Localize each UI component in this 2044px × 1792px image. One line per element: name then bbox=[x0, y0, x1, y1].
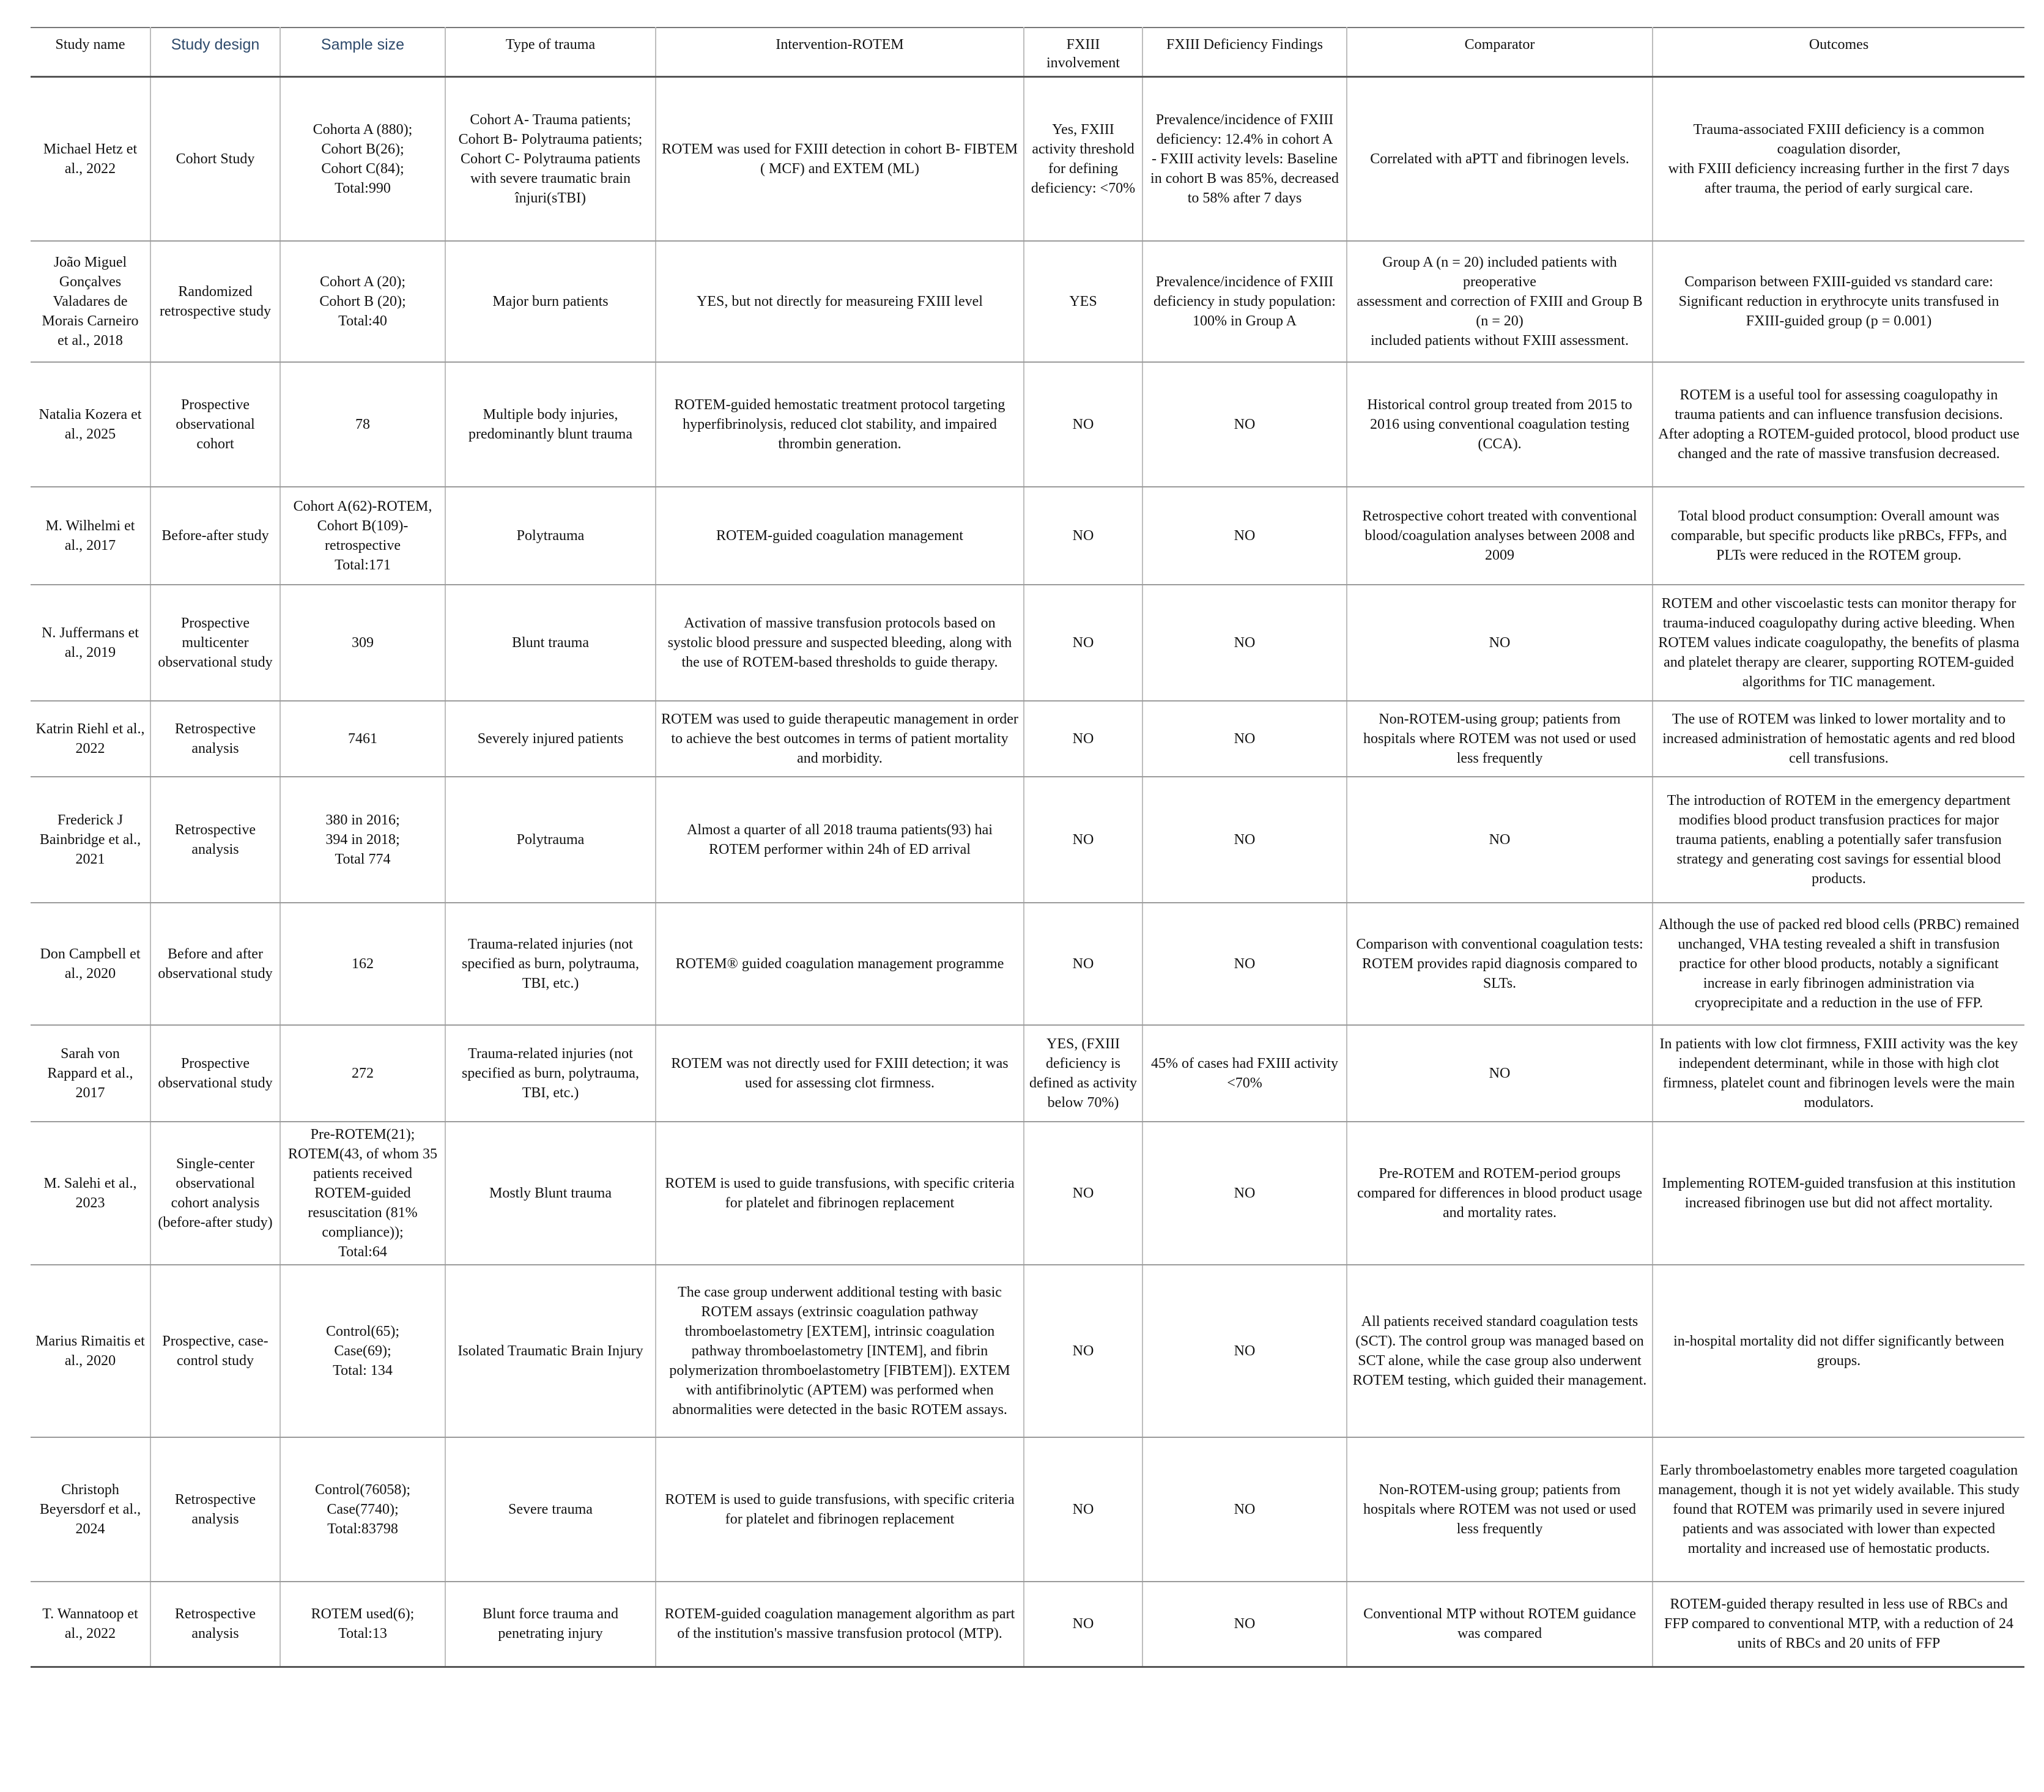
cell-text: NO bbox=[1072, 634, 1094, 651]
cell-text: Isolated Traumatic Brain Injury bbox=[457, 1342, 643, 1359]
comparator-cell bbox=[1347, 77, 1653, 241]
comparator-cell bbox=[1347, 1025, 1653, 1122]
cell-text: Retrospective analysis bbox=[175, 821, 256, 857]
study-design-cell bbox=[150, 903, 280, 1025]
fxiii-involvement-cell bbox=[1024, 1025, 1142, 1122]
fxiii-involvement-cell bbox=[1024, 1437, 1142, 1582]
fxiii-involvement-cell bbox=[1024, 1265, 1142, 1437]
cell-text: NO bbox=[1072, 955, 1094, 972]
cell-text: Polytrauma bbox=[516, 831, 585, 848]
study-name-cell bbox=[31, 701, 150, 777]
table-row bbox=[31, 701, 2024, 777]
header-fxiii-involvement: FXIII involvement bbox=[1024, 28, 1142, 77]
sample-size-cell bbox=[280, 487, 445, 585]
cell-text: The use of ROTEM was linked to lower mortality and to increased administration of hemostatic agents and red blood cell transfusions. bbox=[1662, 711, 2015, 766]
fxiii-involvement-cell bbox=[1024, 777, 1142, 903]
cell-text: NO bbox=[1072, 831, 1094, 848]
cell-text: Control(76058); Case(7740); Total:83798 bbox=[315, 1481, 410, 1537]
cell-text: Prevalence/incidence of FXIII deficiency in study population: 100% in Group A bbox=[1153, 273, 1336, 329]
header-sample-size: Sample size bbox=[280, 28, 445, 77]
cell-text: NO bbox=[1489, 634, 1511, 651]
outcomes-cell bbox=[1653, 1122, 2024, 1265]
sample-size-cell bbox=[280, 701, 445, 777]
cell-text: NO bbox=[1234, 955, 1256, 972]
cell-text: Activation of massive transfusion protocols based on systolic blood pressure and suspected bleeding, along with the use of ROTEM-based thresholds to guide therapy. bbox=[667, 615, 1012, 670]
cell-text: Group A (n = 20) included patients with preoperative assessment and correction of FXIII and Group B (n = 20) included patients without FXIII assessment. bbox=[1357, 254, 1643, 349]
cell-text: M. Salehi et al., 2023 bbox=[43, 1175, 137, 1211]
fxiii-findings-cell bbox=[1142, 77, 1347, 241]
sample-size-cell bbox=[280, 1265, 445, 1437]
cell-text: ROTEM-guided coagulation management algorithm as part of the institution's massive transfusion protocol (MTP). bbox=[664, 1606, 1015, 1642]
fxiii-findings-cell bbox=[1142, 1025, 1347, 1122]
cell-text: NO bbox=[1072, 1616, 1094, 1632]
comparator-cell bbox=[1347, 1265, 1653, 1437]
study-name-cell bbox=[31, 487, 150, 585]
cell-text: 380 in 2016; 394 in 2018; Total 774 bbox=[325, 812, 400, 867]
intervention-cell bbox=[656, 362, 1024, 487]
cell-text: NO bbox=[1072, 1342, 1094, 1359]
cell-text: NO bbox=[1234, 1342, 1256, 1359]
table-row bbox=[31, 1582, 2024, 1667]
intervention-cell bbox=[656, 487, 1024, 585]
cell-text: 7461 bbox=[348, 730, 377, 747]
study-name-cell bbox=[31, 241, 150, 362]
cell-text: Natalia Kozera et al., 2025 bbox=[39, 406, 142, 442]
cell-text: ROTEM is a useful tool for assessing coagulopathy in trauma patients and can influence transfusion decisions. After adopting a ROTEM-guided protocol, blood product use changed and the rate of massive transfusion decreased. bbox=[1658, 387, 2020, 462]
cell-text: Trauma-related injuries (not specified as burn, polytrauma, TBI, etc.) bbox=[462, 1045, 639, 1101]
type-of-trauma-cell bbox=[445, 1437, 656, 1582]
cell-text: Retrospective analysis bbox=[175, 1491, 256, 1527]
intervention-cell bbox=[656, 701, 1024, 777]
type-of-trauma-cell bbox=[445, 1025, 656, 1122]
cell-text: Don Campbell et al., 2020 bbox=[40, 946, 141, 982]
cell-text: Mostly Blunt trauma bbox=[489, 1185, 612, 1201]
cell-text: NO bbox=[1072, 1501, 1094, 1517]
intervention-cell bbox=[656, 77, 1024, 241]
fxiii-involvement-cell bbox=[1024, 903, 1142, 1025]
fxiii-involvement-cell bbox=[1024, 362, 1142, 487]
cell-text: Pre-ROTEM(21); ROTEM(43, of whom 35 patients received ROTEM-guided resuscitation (81% compliance)); Total:64 bbox=[288, 1126, 437, 1260]
cell-text: Severely injured patients bbox=[477, 730, 624, 747]
outcomes-cell bbox=[1653, 701, 2024, 777]
cell-text: YES bbox=[1069, 293, 1097, 309]
study-name-cell bbox=[31, 1265, 150, 1437]
type-of-trauma-cell bbox=[445, 585, 656, 701]
intervention-cell bbox=[656, 777, 1024, 903]
cell-text: NO bbox=[1234, 634, 1256, 651]
sample-size-cell bbox=[280, 241, 445, 362]
cell-text: NO bbox=[1489, 1065, 1511, 1081]
intervention-cell bbox=[656, 903, 1024, 1025]
study-design-cell bbox=[150, 1122, 280, 1265]
study-design-cell bbox=[150, 585, 280, 701]
outcomes-cell bbox=[1653, 77, 2024, 241]
study-name-cell bbox=[31, 1025, 150, 1122]
cell-text: Before and after observational study bbox=[158, 946, 273, 982]
cell-text: Comparison with conventional coagulation tests: ROTEM provides rapid diagnosis compared to SLTs. bbox=[1356, 936, 1643, 991]
study-design-cell bbox=[150, 1025, 280, 1122]
cell-text: ROTEM was not directly used for FXIII detection; it was used for assessing clot firmness. bbox=[671, 1055, 1009, 1091]
fxiii-findings-cell bbox=[1142, 585, 1347, 701]
study-design-cell bbox=[150, 1437, 280, 1582]
cell-text: Control(65); Case(69); Total: 134 bbox=[326, 1323, 399, 1379]
cell-text: Prospective multicenter observational study bbox=[158, 615, 273, 670]
cell-text: Major burn patients bbox=[492, 293, 609, 309]
document-page bbox=[31, 27, 2024, 1668]
cell-text: N. Juffermans et al., 2019 bbox=[42, 624, 139, 661]
intervention-cell bbox=[656, 1437, 1024, 1582]
studies-table bbox=[31, 27, 2024, 1668]
intervention-cell bbox=[656, 1582, 1024, 1667]
cell-text: ROTEM was used to guide therapeutic management in order to achieve the best outcomes in terms of patient mortality and morbidity. bbox=[661, 711, 1018, 766]
cell-text: Sarah von Rappard et al., 2017 bbox=[47, 1045, 133, 1101]
cell-text: Randomized retrospective study bbox=[160, 283, 271, 319]
header-study-name: Study name bbox=[31, 28, 150, 77]
cell-text: ROTEM-guided hemostatic treatment protocol targeting hyperfibrinolysis, reduced clot stability, and impaired thrombin generation. bbox=[674, 396, 1005, 452]
cell-text: NO bbox=[1072, 1185, 1094, 1201]
comparator-cell bbox=[1347, 241, 1653, 362]
study-design-cell bbox=[150, 487, 280, 585]
type-of-trauma-cell bbox=[445, 701, 656, 777]
cell-text: Trauma-related injuries (not specified as burn, polytrauma, TBI, etc.) bbox=[462, 936, 639, 991]
cell-text: 272 bbox=[352, 1065, 374, 1081]
sample-size-cell bbox=[280, 1122, 445, 1265]
cell-text: ROTEM-guided therapy resulted in less use of RBCs and FFP compared to conventional MTP, with a reduction of 24 units of RBCs and 20 units of FFP bbox=[1664, 1596, 2014, 1652]
cell-text: NO bbox=[1234, 1501, 1256, 1517]
intervention-cell bbox=[656, 585, 1024, 701]
table-row bbox=[31, 903, 2024, 1025]
type-of-trauma-cell bbox=[445, 241, 656, 362]
table-row bbox=[31, 1265, 2024, 1437]
fxiii-involvement-cell bbox=[1024, 487, 1142, 585]
study-design-cell bbox=[150, 241, 280, 362]
outcomes-cell bbox=[1653, 241, 2024, 362]
table-row bbox=[31, 1122, 2024, 1265]
intervention-cell bbox=[656, 1265, 1024, 1437]
cell-text: NO bbox=[1072, 416, 1094, 432]
cell-text: Conventional MTP without ROTEM guidance was compared bbox=[1363, 1606, 1636, 1642]
fxiii-findings-cell bbox=[1142, 777, 1347, 903]
table-row bbox=[31, 77, 2024, 241]
fxiii-involvement-cell bbox=[1024, 585, 1142, 701]
outcomes-cell bbox=[1653, 1437, 2024, 1582]
cell-text: Multiple body injuries, predominantly blunt trauma bbox=[468, 406, 632, 442]
cell-text: Polytrauma bbox=[516, 527, 585, 544]
cell-text: Prospective observational study bbox=[158, 1055, 273, 1091]
cell-text: ROTEM and other viscoelastic tests can monitor therapy for trauma-induced coagulopathy during active bleeding. When ROTEM values indicate coagulopathy, the benefits of plasma and platelet therapy are clearer, supporting ROTEM-guided algorithms for TIC management. bbox=[1658, 595, 2020, 690]
cell-text: Almost a quarter of all 2018 trauma patients(93) hai ROTEM performer within 24h of ED arrival bbox=[687, 821, 993, 857]
fxiii-findings-cell bbox=[1142, 1437, 1347, 1582]
comparator-cell bbox=[1347, 585, 1653, 701]
cell-text: 162 bbox=[352, 955, 374, 972]
outcomes-cell bbox=[1653, 362, 2024, 487]
cell-text: Prevalence/incidence of FXIII deficiency: 12.4% in cohort A - FXIII activity levels: Baseline in cohort B was 85%, decreased to 58% after 7 days bbox=[1150, 111, 1339, 206]
cell-text: Early thromboelastometry enables more targeted coagulation management, though it is not yet widely available. This study found that ROTEM was primarily used in severe injured patients and was associated with lower than expected mortality and increased use of hemostatic products. bbox=[1658, 1462, 2020, 1557]
header-study-design: Study design bbox=[150, 28, 280, 77]
sample-size-cell bbox=[280, 585, 445, 701]
study-design-cell bbox=[150, 362, 280, 487]
type-of-trauma-cell bbox=[445, 362, 656, 487]
comparator-cell bbox=[1347, 1582, 1653, 1667]
study-design-cell bbox=[150, 701, 280, 777]
cell-text: All patients received standard coagulation tests (SCT). The control group was managed based on SCT alone, while the case group also underwent ROTEM testing, which guided their management. bbox=[1352, 1313, 1647, 1388]
cell-text: Non-ROTEM-using group; patients from hospitals where ROTEM was not used or used less frequently bbox=[1363, 711, 1636, 766]
cell-text: NO bbox=[1072, 527, 1094, 544]
cell-text: Trauma-associated FXIII deficiency is a common coagulation disorder, with FXIII deficiency increasing further in the first 7 days after trauma, the period of early surgical care. bbox=[1668, 121, 2010, 196]
cell-text: In patients with low clot firmness, FXIII activity was the key independent determinant, while in those with high clot firmness, platelet count and fibrinogen levels were the main modulators. bbox=[1659, 1035, 2018, 1111]
sample-size-cell bbox=[280, 903, 445, 1025]
intervention-cell bbox=[656, 1025, 1024, 1122]
header-outcomes: Outcomes bbox=[1653, 28, 2024, 77]
outcomes-cell bbox=[1653, 1025, 2024, 1122]
study-name-cell bbox=[31, 903, 150, 1025]
cell-text: in-hospital mortality did not differ significantly between groups. bbox=[1673, 1333, 2004, 1369]
sample-size-cell bbox=[280, 362, 445, 487]
type-of-trauma-cell bbox=[445, 77, 656, 241]
cell-text: The introduction of ROTEM in the emergency department modifies blood product transfusion practices for major trauma patients, enabling a potentially safer transfusion strategy and generating cost savings for essential blood products. bbox=[1667, 792, 2011, 887]
type-of-trauma-cell bbox=[445, 1122, 656, 1265]
cell-text: ROTEM is used to guide transfusions, with specific criteria for platelet and fibrinogen replacement bbox=[665, 1175, 1015, 1211]
table-row bbox=[31, 487, 2024, 585]
table-row bbox=[31, 1437, 2024, 1582]
comparator-cell bbox=[1347, 487, 1653, 585]
header-comparator: Comparator bbox=[1347, 28, 1653, 77]
cell-text: Total blood product consumption: Overall amount was comparable, but specific products like pRBCs, FFPs, and PLTs were reduced in the ROTEM group. bbox=[1670, 508, 2007, 563]
header-type-of-trauma: Type of trauma bbox=[445, 28, 656, 77]
cell-text: Cohort A (20); Cohort B (20); Total:40 bbox=[319, 273, 406, 329]
sample-size-cell bbox=[280, 1437, 445, 1582]
cell-text: NO bbox=[1234, 730, 1256, 747]
study-name-cell bbox=[31, 585, 150, 701]
cell-text: Non-ROTEM-using group; patients from hospitals where ROTEM was not used or used less frequently bbox=[1363, 1481, 1636, 1537]
fxiii-involvement-cell bbox=[1024, 701, 1142, 777]
cell-text: Blunt trauma bbox=[512, 634, 589, 651]
cell-text: Implementing ROTEM-guided transfusion at this institution increased fibrinogen use but did not affect mortality. bbox=[1662, 1175, 2016, 1211]
cell-text: NO bbox=[1234, 1185, 1256, 1201]
cell-text: Michael Hetz et al., 2022 bbox=[43, 141, 138, 177]
cell-text: Prospective, case-control study bbox=[162, 1333, 268, 1369]
fxiii-findings-cell bbox=[1142, 1122, 1347, 1265]
comparator-cell bbox=[1347, 777, 1653, 903]
cell-text: NO bbox=[1489, 831, 1511, 848]
table-row bbox=[31, 585, 2024, 701]
cell-text: Prospective observational cohort bbox=[176, 396, 255, 452]
cell-text: Cohort A- Trauma patients; Cohort B- Polytrauma patients; Cohort C- Polytrauma patients with severe traumatic brain înjuri(sTBI) bbox=[458, 111, 643, 206]
type-of-trauma-cell bbox=[445, 903, 656, 1025]
study-design-cell bbox=[150, 1265, 280, 1437]
cell-text: Correlated with aPTT and fibrinogen levels. bbox=[1370, 150, 1629, 167]
type-of-trauma-cell bbox=[445, 1265, 656, 1437]
header-row bbox=[31, 28, 2024, 77]
study-name-cell bbox=[31, 1437, 150, 1582]
cell-text: M. Wilhelmi et al., 2017 bbox=[45, 517, 135, 554]
cell-text: NO bbox=[1072, 730, 1094, 747]
fxiii-findings-cell bbox=[1142, 701, 1347, 777]
cell-text: NO bbox=[1234, 1616, 1256, 1632]
outcomes-cell bbox=[1653, 903, 2024, 1025]
outcomes-cell bbox=[1653, 585, 2024, 701]
cell-text: ROTEM is used to guide transfusions, with specific criteria for platelet and fibrinogen replacement bbox=[665, 1491, 1015, 1527]
study-name-cell bbox=[31, 777, 150, 903]
cell-text: Cohorta A (880); Cohort B(26); Cohort C(84); Total:990 bbox=[313, 121, 413, 196]
study-name-cell bbox=[31, 77, 150, 241]
sample-size-cell bbox=[280, 1582, 445, 1667]
cell-text: NO bbox=[1234, 416, 1256, 432]
cell-text: Historical control group treated from 2015 to 2016 using conventional coagulation testing (CCA). bbox=[1367, 396, 1632, 452]
fxiii-findings-cell bbox=[1142, 1265, 1347, 1437]
cell-text: Severe trauma bbox=[508, 1501, 593, 1517]
cell-text: Retrospective analysis bbox=[175, 1606, 256, 1642]
fxiii-findings-cell bbox=[1142, 903, 1347, 1025]
fxiii-involvement-cell bbox=[1024, 1122, 1142, 1265]
fxiii-involvement-cell bbox=[1024, 1582, 1142, 1667]
cell-text: Comparison between FXIII-guided vs standard care: Significant reduction in erythrocyte units transfused in FXIII-guided group (p = 0.001) bbox=[1678, 273, 1999, 329]
outcomes-cell bbox=[1653, 1265, 2024, 1437]
cell-text: Retrospective cohort treated with conventional blood/coagulation analyses between 2008 and 2009 bbox=[1362, 508, 1637, 563]
outcomes-cell bbox=[1653, 777, 2024, 903]
cell-text: Christoph Beyersdorf et al., 2024 bbox=[39, 1481, 141, 1537]
cell-text: NO bbox=[1234, 831, 1256, 848]
study-design-cell bbox=[150, 777, 280, 903]
cell-text: Cohort A(62)-ROTEM, Cohort B(109)-retrospective Total:171 bbox=[293, 498, 432, 573]
cell-text: ROTEM-guided coagulation management bbox=[716, 527, 963, 544]
cell-text: Retrospective analysis bbox=[175, 720, 256, 757]
header-fxiii-deficiency-findings: FXIII Deficiency Findings bbox=[1142, 28, 1347, 77]
header-intervention-rotem: Intervention-ROTEM bbox=[656, 28, 1024, 77]
cell-text: Single-center observational cohort analysis (before-after study) bbox=[158, 1155, 273, 1231]
fxiii-findings-cell bbox=[1142, 487, 1347, 585]
fxiii-findings-cell bbox=[1142, 1582, 1347, 1667]
table-row bbox=[31, 362, 2024, 487]
cell-text: Marius Rimaitis et al., 2020 bbox=[35, 1333, 145, 1369]
fxiii-involvement-cell bbox=[1024, 241, 1142, 362]
cell-text: Cohort Study bbox=[176, 150, 255, 167]
fxiii-findings-cell bbox=[1142, 362, 1347, 487]
outcomes-cell bbox=[1653, 1582, 2024, 1667]
outcomes-cell bbox=[1653, 487, 2024, 585]
sample-size-cell bbox=[280, 1025, 445, 1122]
intervention-cell bbox=[656, 241, 1024, 362]
sample-size-cell bbox=[280, 77, 445, 241]
cell-text: T. Wannatoop et al., 2022 bbox=[42, 1606, 138, 1642]
cell-text: YES, (FXIII deficiency is defined as activity below 70%) bbox=[1029, 1035, 1137, 1111]
table-row bbox=[31, 777, 2024, 903]
cell-text: ROTEM used(6); Total:13 bbox=[311, 1606, 415, 1642]
study-name-cell bbox=[31, 1582, 150, 1667]
comparator-cell bbox=[1347, 1437, 1653, 1582]
study-name-cell bbox=[31, 362, 150, 487]
table-body bbox=[31, 77, 2024, 1667]
cell-text: Yes, FXIII activity threshold for defining deficiency: <70% bbox=[1031, 121, 1136, 196]
cell-text: NO bbox=[1234, 527, 1256, 544]
study-name-cell bbox=[31, 1122, 150, 1265]
cell-text: Frederick J Bainbridge et al., 2021 bbox=[39, 812, 141, 867]
cell-text: Katrin Riehl et al., 2022 bbox=[35, 720, 145, 757]
table-row bbox=[31, 241, 2024, 362]
sample-size-cell bbox=[280, 777, 445, 903]
cell-text: Before-after study bbox=[161, 527, 269, 544]
table-header bbox=[31, 28, 2024, 77]
cell-text: The case group underwent additional testing with basic ROTEM assays (extrinsic coagulation pathway thromboelastometry [EXTEM], intrinsic coagulation pathway thromboelastometry [INTEM], and fibrin polymerization thromboelastometry [FIBTEM]). EXTEM with antifibrinolytic (APTEM) was performed when abnormalities were detected in the basic ROTEM assays. bbox=[669, 1284, 1010, 1418]
comparator-cell bbox=[1347, 362, 1653, 487]
intervention-cell bbox=[656, 1122, 1024, 1265]
type-of-trauma-cell bbox=[445, 1582, 656, 1667]
type-of-trauma-cell bbox=[445, 777, 656, 903]
fxiii-findings-cell bbox=[1142, 241, 1347, 362]
cell-text: ROTEM was used for FXIII detection in cohort B- FIBTEM ( MCF) and EXTEM (ML) bbox=[662, 141, 1018, 177]
type-of-trauma-cell bbox=[445, 487, 656, 585]
comparator-cell bbox=[1347, 1122, 1653, 1265]
cell-text: 78 bbox=[355, 416, 370, 432]
cell-text: ROTEM® guided coagulation management programme bbox=[675, 955, 1004, 972]
cell-text: João Miguel Gonçalves Valadares de Morais Carneiro et al., 2018 bbox=[42, 254, 139, 349]
cell-text: 45% of cases had FXIII activity <70% bbox=[1151, 1055, 1338, 1091]
fxiii-involvement-cell bbox=[1024, 77, 1142, 241]
cell-text: Although the use of packed red blood cells (PRBC) remained unchanged, VHA testing revealed a shift in transfusion practice for other blood products, notably a significant increase in early fibrinogen administration via cryoprecipitate and a reduction in the use of FFP. bbox=[1658, 916, 2020, 1011]
study-design-cell bbox=[150, 77, 280, 241]
comparator-cell bbox=[1347, 903, 1653, 1025]
cell-text: 309 bbox=[352, 634, 374, 651]
comparator-cell bbox=[1347, 701, 1653, 777]
table-row bbox=[31, 1025, 2024, 1122]
study-design-cell bbox=[150, 1582, 280, 1667]
cell-text: YES, but not directly for measureing FXIII level bbox=[697, 293, 983, 309]
cell-text: Pre-ROTEM and ROTEM-period groups compared for differences in blood product usage and mortality rates. bbox=[1357, 1165, 1643, 1221]
cell-text: Blunt force trauma and penetrating injury bbox=[483, 1606, 618, 1642]
